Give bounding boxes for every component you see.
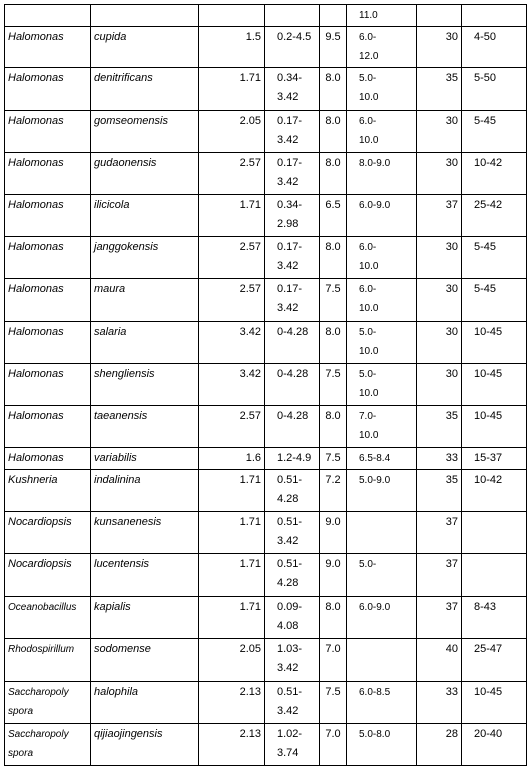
species-cell: cupida [91, 27, 199, 68]
temp-range-cell [462, 512, 527, 554]
species-cell: indalinina [91, 470, 199, 512]
table-row [5, 406, 527, 448]
ph-optimum-cell: 8.0 [320, 111, 347, 153]
ph-range-cell [347, 639, 417, 682]
genus-cell: Oceanobacillus [5, 597, 91, 639]
ph-optimum-cell: 7.5 [320, 448, 347, 470]
temp-optimum-cell: 40 [417, 639, 462, 682]
ph-optimum-cell: 9.0 [320, 512, 347, 554]
ph-optimum-cell: 8.0 [320, 322, 347, 364]
species-cell: halophila [91, 682, 199, 724]
ph-optimum-cell: 8.0 [320, 237, 347, 279]
temp-range-cell: 15-37 [462, 448, 527, 470]
ph-range-cell: 7.0- 10.0 [347, 406, 417, 448]
ph-range-cell: 5.0- [347, 554, 417, 597]
nacl-range-cell: 0.34- 3.42 [265, 68, 320, 111]
species-cell: kapialis [91, 597, 199, 639]
temp-optimum-cell: 30 [417, 153, 462, 195]
ph-optimum-cell: 9.5 [320, 27, 347, 68]
ph-optimum-cell: 7.5 [320, 279, 347, 322]
nacl-range-cell: 0.51- 4.28 [265, 470, 320, 512]
temp-optimum-cell: 30 [417, 27, 462, 68]
genus-cell: Halomonas [5, 406, 91, 448]
ph-range-cell: 6.0-9.0 [347, 597, 417, 639]
genus-cell: Kushneria [5, 470, 91, 512]
nacl-optimum-cell: 2.57 [199, 279, 265, 322]
temp-optimum-cell: 37 [417, 512, 462, 554]
nacl-range-cell: 0.17- 3.42 [265, 111, 320, 153]
ph-range-cell: 6.0- 10.0 [347, 111, 417, 153]
table-row [5, 279, 527, 322]
genus-cell: Nocardiopsis [5, 512, 91, 554]
species-cell: variabilis [91, 448, 199, 470]
genus-cell: Halomonas [5, 111, 91, 153]
nacl-optimum-cell: 1.71 [199, 195, 265, 237]
table-row [5, 153, 527, 195]
table-row [5, 554, 527, 597]
species-cell: salaria [91, 322, 199, 364]
nacl-range-cell: 0.17- 3.42 [265, 237, 320, 279]
genus-cell: Halomonas [5, 364, 91, 406]
temp-optimum-cell: 30 [417, 237, 462, 279]
table-row [5, 322, 527, 364]
nacl-optimum-cell: 2.13 [199, 724, 265, 766]
ph-range-cell: 5.0- 10.0 [347, 68, 417, 111]
nacl-optimum-cell: 1.71 [199, 554, 265, 597]
species-cell: maura [91, 279, 199, 322]
ph-optimum-cell: 7.0 [320, 639, 347, 682]
ph-optimum-cell: 7.2 [320, 470, 347, 512]
species-cell: janggokensis [91, 237, 199, 279]
ph-range-cell: 6.0- 10.0 [347, 237, 417, 279]
species-cell: ilicicola [91, 195, 199, 237]
nacl-optimum-cell: 2.57 [199, 153, 265, 195]
ph-optimum-cell: 8.0 [320, 597, 347, 639]
nacl-range-cell: 1.03- 3.42 [265, 639, 320, 682]
table-row [5, 68, 527, 111]
genus-cell: Nocardiopsis [5, 554, 91, 597]
table-row [5, 5, 527, 27]
table-row [5, 682, 527, 724]
temp-range-cell: 20-40 [462, 724, 527, 766]
species-cell: denitrificans [91, 68, 199, 111]
ph-range-cell [347, 512, 417, 554]
temp-range-cell: 10-42 [462, 470, 527, 512]
nacl-optimum-cell: 2.57 [199, 237, 265, 279]
ph-range-cell: 6.5-8.4 [347, 448, 417, 470]
temp-range-cell: 10-42 [462, 153, 527, 195]
genus-cell [5, 5, 91, 27]
temp-optimum-cell: 33 [417, 448, 462, 470]
table-row [5, 470, 527, 512]
genus-cell: Halomonas [5, 68, 91, 111]
temp-optimum-cell: 33 [417, 682, 462, 724]
temp-range-cell: 8-43 [462, 597, 527, 639]
temp-range-cell: 5-45 [462, 279, 527, 322]
nacl-range-cell: 0-4.28 [265, 322, 320, 364]
nacl-optimum-cell: 1.5 [199, 27, 265, 68]
ph-optimum-cell: 6.5 [320, 195, 347, 237]
temp-optimum-cell: 35 [417, 406, 462, 448]
nacl-optimum-cell: 1.71 [199, 68, 265, 111]
nacl-optimum-cell: 3.42 [199, 364, 265, 406]
temp-range-cell: 10-45 [462, 322, 527, 364]
ph-range-cell: 11.0 [347, 5, 417, 27]
nacl-optimum-cell [199, 5, 265, 27]
temp-optimum-cell: 37 [417, 554, 462, 597]
ph-range-cell: 8.0-9.0 [347, 153, 417, 195]
ph-range-cell: 5.0- 10.0 [347, 364, 417, 406]
nacl-range-cell: 0.17- 3.42 [265, 153, 320, 195]
nacl-range-cell: 0.51- 4.28 [265, 554, 320, 597]
table-row [5, 27, 527, 68]
temp-range-cell [462, 554, 527, 597]
species-cell: kunsanenesis [91, 512, 199, 554]
genus-cell: Saccharopoly spora [5, 724, 91, 766]
temp-optimum-cell: 37 [417, 195, 462, 237]
table-body [5, 5, 527, 766]
genus-cell: Halomonas [5, 237, 91, 279]
species-cell [91, 5, 199, 27]
table-row [5, 597, 527, 639]
temp-optimum-cell: 37 [417, 597, 462, 639]
nacl-optimum-cell: 1.71 [199, 512, 265, 554]
genus-cell: Halomonas [5, 322, 91, 364]
genus-cell: Halomonas [5, 153, 91, 195]
nacl-range-cell: 0-4.28 [265, 364, 320, 406]
table-row [5, 448, 527, 470]
ph-optimum-cell: 8.0 [320, 153, 347, 195]
nacl-range-cell: 0.51- 3.42 [265, 512, 320, 554]
table-row [5, 512, 527, 554]
genus-cell: Halomonas [5, 27, 91, 68]
nacl-range-cell: 0.09- 4.08 [265, 597, 320, 639]
species-cell: gudaonensis [91, 153, 199, 195]
temp-range-cell: 10-45 [462, 682, 527, 724]
ph-range-cell: 6.0-9.0 [347, 195, 417, 237]
nacl-optimum-cell: 1.71 [199, 597, 265, 639]
ph-range-cell: 6.0- 10.0 [347, 279, 417, 322]
nacl-range-cell [265, 5, 320, 27]
species-cell: lucentensis [91, 554, 199, 597]
temp-range-cell: 10-45 [462, 406, 527, 448]
temp-optimum-cell: 35 [417, 68, 462, 111]
nacl-range-cell: 0.34- 2.98 [265, 195, 320, 237]
nacl-range-cell: 1.02- 3.74 [265, 724, 320, 766]
genus-cell: Saccharopoly spora [5, 682, 91, 724]
temp-optimum-cell: 30 [417, 364, 462, 406]
nacl-optimum-cell: 2.57 [199, 406, 265, 448]
temp-optimum-cell: 30 [417, 111, 462, 153]
temp-optimum-cell: 30 [417, 322, 462, 364]
table-row [5, 364, 527, 406]
ph-optimum-cell: 8.0 [320, 406, 347, 448]
temp-optimum-cell: 35 [417, 470, 462, 512]
temp-range-cell: 4-50 [462, 27, 527, 68]
table-row [5, 195, 527, 237]
genus-cell: Halomonas [5, 279, 91, 322]
genus-cell: Rhodospirillum [5, 639, 91, 682]
table-row [5, 724, 527, 766]
nacl-range-cell: 0.17- 3.42 [265, 279, 320, 322]
table-row [5, 111, 527, 153]
nacl-optimum-cell: 1.6 [199, 448, 265, 470]
ph-optimum-cell: 7.0 [320, 724, 347, 766]
species-cell: gomseomensis [91, 111, 199, 153]
temp-range-cell: 5-45 [462, 237, 527, 279]
temp-range-cell: 10-45 [462, 364, 527, 406]
temp-range-cell [462, 5, 527, 27]
species-table [4, 4, 527, 766]
nacl-optimum-cell: 3.42 [199, 322, 265, 364]
temp-optimum-cell [417, 5, 462, 27]
nacl-range-cell: 0.2-4.5 [265, 27, 320, 68]
ph-range-cell: 5.0-8.0 [347, 724, 417, 766]
temp-optimum-cell: 28 [417, 724, 462, 766]
ph-optimum-cell: 8.0 [320, 68, 347, 111]
nacl-optimum-cell: 1.71 [199, 470, 265, 512]
temp-range-cell: 25-42 [462, 195, 527, 237]
nacl-optimum-cell: 2.13 [199, 682, 265, 724]
nacl-range-cell: 1.2-4.9 [265, 448, 320, 470]
genus-cell: Halomonas [5, 195, 91, 237]
nacl-range-cell: 0-4.28 [265, 406, 320, 448]
temp-range-cell: 5-50 [462, 68, 527, 111]
ph-optimum-cell: 9.0 [320, 554, 347, 597]
temp-range-cell: 5-45 [462, 111, 527, 153]
nacl-range-cell: 0.51- 3.42 [265, 682, 320, 724]
temp-range-cell: 25-47 [462, 639, 527, 682]
genus-cell: Halomonas [5, 448, 91, 470]
species-cell: sodomense [91, 639, 199, 682]
nacl-optimum-cell: 2.05 [199, 639, 265, 682]
ph-range-cell: 5.0- 10.0 [347, 322, 417, 364]
ph-optimum-cell [320, 5, 347, 27]
nacl-optimum-cell: 2.05 [199, 111, 265, 153]
ph-optimum-cell: 7.5 [320, 682, 347, 724]
species-cell: qijiaojingensis [91, 724, 199, 766]
species-cell: shengliensis [91, 364, 199, 406]
ph-range-cell: 5.0-9.0 [347, 470, 417, 512]
ph-range-cell: 6.0-8.5 [347, 682, 417, 724]
species-cell: taeanensis [91, 406, 199, 448]
table-row [5, 237, 527, 279]
ph-range-cell: 6.0- 12.0 [347, 27, 417, 68]
ph-optimum-cell: 7.5 [320, 364, 347, 406]
table-row [5, 639, 527, 682]
temp-optimum-cell: 30 [417, 279, 462, 322]
